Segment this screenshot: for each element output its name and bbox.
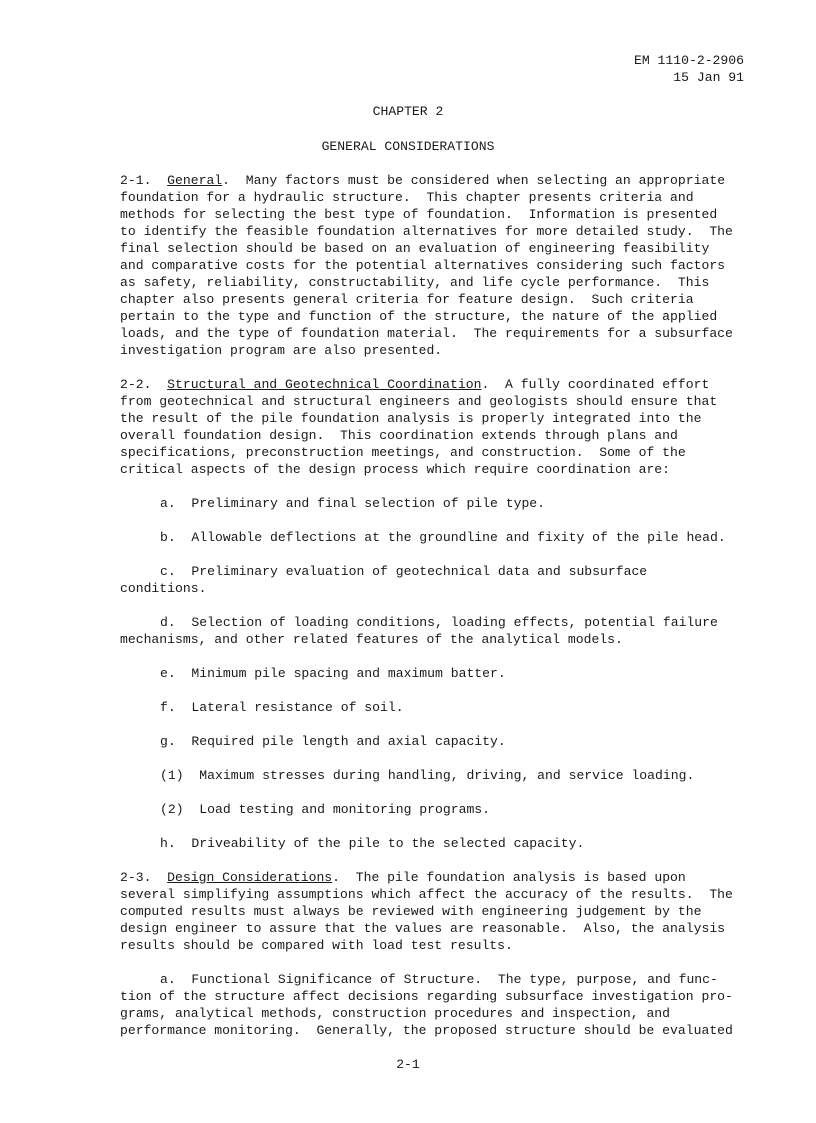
section-heading: Structural and Geotechnical Coordination [167,377,482,392]
section-heading: General [167,173,223,188]
paragraph-line: loads, and the type of foundation material. The requirements for a subsurface [120,326,733,341]
paragraph-line: to identify the feasible foundation alternatives for more detailed study. The [120,224,733,239]
list-item-h: h. Driveability of the pile to the selected capacity. [160,836,585,851]
chapter-label: CHAPTER 2 [372,104,444,119]
list-item-g: g. Required pile length and axial capacity. [160,734,506,749]
paragraph-line: the result of the pile foundation analysis is properly integrated into the [120,411,702,426]
subsection-a-first-line: a. Functional Significance of Structure. The type, purpose, and func- [160,972,718,987]
paragraph-line: as safety, reliability, constructability, and life cycle performance. This [120,275,710,290]
paragraph-line: methods for selecting the best type of foundation. Information is presented [120,207,718,222]
paragraph-line: grams, analytical methods, construction procedures and inspection, and [120,1006,671,1021]
paragraph-line: design engineer to assure that the values are reasonable. Also, the analysis [120,921,726,936]
section-text: . Many factors must be considered when selecting an appropriate [222,173,726,188]
list-item-c: c. Preliminary evaluation of geotechnical data and subsurface [160,564,648,579]
list-item-d: d. Selection of loading conditions, loading effects, potential failure [160,615,718,630]
paragraph-line: from geotechnical and structural engineers and geologists should ensure that [120,394,718,409]
list-item-e: e. Minimum pile spacing and maximum batter. [160,666,506,681]
list-item-b: b. Allowable deflections at the groundline and fixity of the pile head. [160,530,726,545]
section-text: . A fully coordinated effort [481,377,710,392]
paragraph-line: overall foundation design. This coordination extends through plans and [120,428,678,443]
section-text: . The pile foundation analysis is based upon [332,870,686,885]
paragraph-line: specifications, preconstruction meetings, and construction. Some of the [120,445,686,460]
list-item-c-continued: conditions. [120,581,207,596]
page-number: 2-1 [396,1057,420,1072]
header-date: 15 Jan 91 [673,70,744,85]
section-number: 2-1. [120,173,152,188]
list-item-d-continued: mechanisms, and other related features of the analytical models. [120,632,623,647]
section-2-1-first-line [120,172,725,189]
chapter-title: GENERAL CONSIDERATIONS [321,139,495,154]
paragraph-line: chapter also presents general criteria for feature design. Such criteria [120,292,694,307]
paragraph-line: and comparative costs for the potential alternatives considering such factors [120,258,726,273]
list-item-a: a. Preliminary and final selection of pile type. [160,496,546,511]
paragraph-line: performance monitoring. Generally, the proposed structure should be evaluated [120,1023,733,1038]
section-number: 2-2. [120,377,152,392]
paragraph-line: results should be compared with load test results. [120,938,513,953]
paragraph-line: final selection should be based on an evaluation of engineering feasibility [120,241,710,256]
section-heading: Design Considerations [167,870,333,885]
header-doc-number: EM 1110-2-2906 [633,53,744,68]
list-item-g-1: (1) Maximum stresses during handling, driving, and service loading. [160,768,695,783]
paragraph-line: computed results must always be reviewed with engineering judgement by the [120,904,702,919]
section-2-3-first-line [120,869,686,886]
paragraph-line: investigation program are also presented. [120,343,443,358]
paragraph-line: pertain to the type and function of the structure, the nature of the applied [120,309,718,324]
paragraph-line: tion of the structure affect decisions regarding subsurface investigation pro- [120,989,733,1004]
paragraph-line: foundation for a hydraulic structure. This chapter presents criteria and [120,190,694,205]
section-2-2-first-line [120,376,709,393]
list-item-g-2: (2) Load testing and monitoring programs. [160,802,491,817]
section-number: 2-3. [120,870,152,885]
paragraph-line: several simplifying assumptions which affect the accuracy of the results. The [120,887,733,902]
list-item-f: f. Lateral resistance of soil. [160,700,404,715]
paragraph-line: critical aspects of the design process which require coordination are: [120,462,671,477]
